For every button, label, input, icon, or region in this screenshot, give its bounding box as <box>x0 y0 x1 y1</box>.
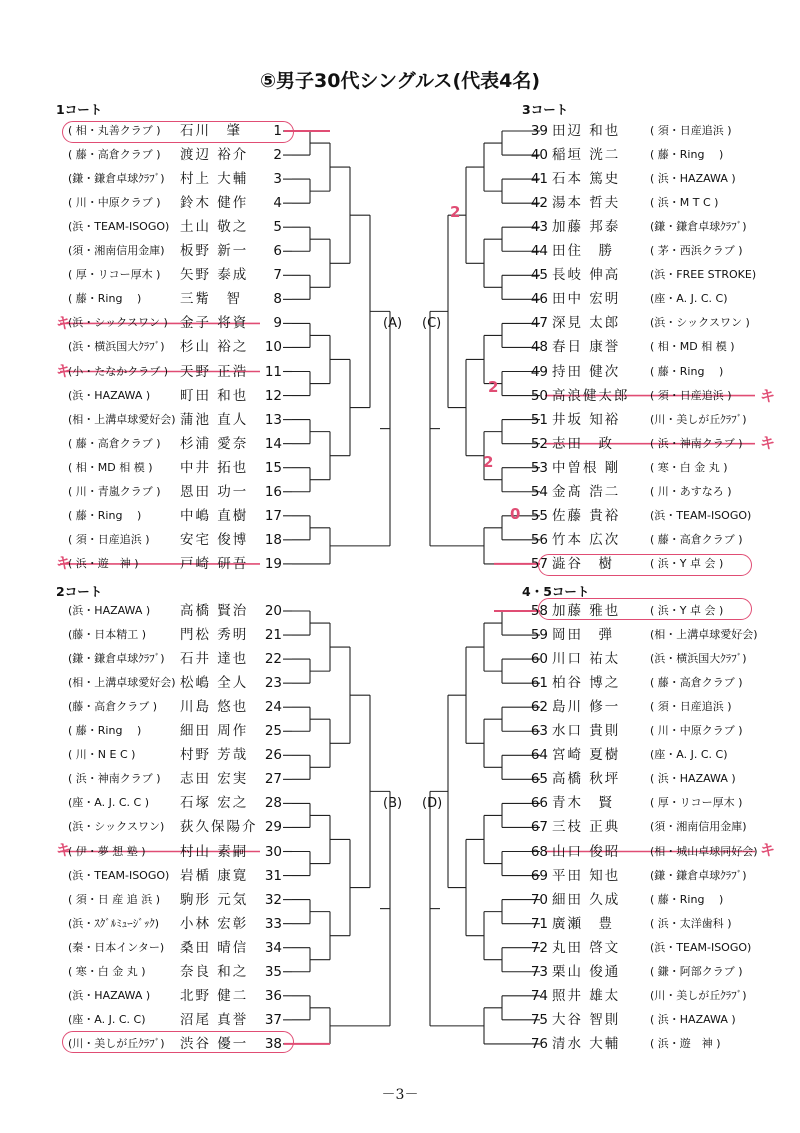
player-number: 65 <box>530 771 548 788</box>
player-row <box>0 696 800 718</box>
player-club: ( 藤・Ring ) <box>68 508 142 522</box>
player-row <box>0 720 800 742</box>
withdrawn-mark-68: キ <box>760 841 776 859</box>
player-club: ( 浜・Y 卓 会 ) <box>650 604 724 617</box>
player-club: ( 川・あすなろ ) <box>650 484 732 498</box>
player-row <box>0 744 800 766</box>
player-club: ( 川・中原クラブ ) <box>68 196 161 210</box>
player-row <box>0 816 800 838</box>
player-club: (浜・シックスワン ) <box>650 316 750 330</box>
player-number: 23 <box>264 675 282 692</box>
player-name: 島川 修一 <box>552 699 621 716</box>
player-number: 56 <box>530 531 548 548</box>
player-name: 村上 大輔 <box>180 171 249 188</box>
player-name: 天野 正浩 <box>180 363 249 380</box>
player-name: 栗山 俊通 <box>552 963 621 980</box>
court-label-1: 1コート <box>56 102 103 117</box>
player-number: 76 <box>530 1035 548 1052</box>
player-name: 山口 俊昭 <box>552 843 621 860</box>
player-club: ( 須・日産追浜 ) <box>650 124 732 137</box>
player-number: 34 <box>264 939 282 956</box>
player-number: 10 <box>264 339 282 356</box>
player-name: 長岐 伸高 <box>552 267 621 284</box>
player-number: 2 <box>273 147 282 164</box>
player-club: ( 鎌・阿部クラブ ) <box>650 964 743 978</box>
player-club: (浜・シックスワン ) <box>68 316 168 330</box>
player-club: ( 寒・白 金 丸 ) <box>68 964 146 978</box>
player-name: 矢野 泰成 <box>180 267 249 284</box>
player-row <box>0 385 800 407</box>
player-club: (浜・HAZAWA ) <box>68 388 151 402</box>
seed-highlight-1 <box>62 121 294 143</box>
player-club: ( 藤・Ring ) <box>650 892 724 906</box>
player-number: 4 <box>273 195 282 212</box>
player-name: 春日 康誉 <box>552 339 621 356</box>
handwritten-round-c: 2 <box>483 453 494 471</box>
player-club: (相・上溝卓球愛好会) <box>68 412 176 426</box>
player-number: 13 <box>264 411 282 428</box>
player-club: (藤・日本精工 ) <box>68 628 147 642</box>
player-number: 64 <box>530 747 548 764</box>
player-number: 29 <box>264 819 282 836</box>
player-club: ( 藤・Ring ) <box>68 724 142 738</box>
player-number: 8 <box>273 291 282 308</box>
player-row <box>0 409 800 431</box>
player-name: 加藤 邦泰 <box>552 219 621 236</box>
player-name: 渋谷 優一 <box>180 1035 249 1052</box>
player-club: ( 藤・高倉クラブ ) <box>650 532 743 546</box>
player-row <box>0 865 800 887</box>
player-name: 沼尾 真誉 <box>180 1011 249 1028</box>
player-number: 41 <box>530 171 548 188</box>
player-name: 深見 太郎 <box>552 315 621 332</box>
player-name: 杉山 裕之 <box>180 339 249 356</box>
withdrawn-mark-11: キ <box>56 362 72 380</box>
player-number: 50 <box>530 387 548 404</box>
player-club: (浜・横浜国大ｸﾗﾌﾞ) <box>68 340 165 354</box>
player-name: 細田 久成 <box>552 891 621 908</box>
player-club: (浜・ｽｸﾞﾙﾐｭｰｼﾞｯｸ) <box>68 916 160 930</box>
player-number: 47 <box>530 315 548 332</box>
player-row <box>0 336 800 358</box>
withdrawn-mark-50: キ <box>760 387 776 405</box>
player-club: ( 浜・遊 神 ) <box>68 556 139 570</box>
player-name: 志田 宏実 <box>180 771 249 788</box>
player-club: ( 藤・Ring ) <box>68 292 142 306</box>
player-row <box>0 457 800 479</box>
player-number: 75 <box>530 1011 548 1028</box>
player-number: 55 <box>530 507 548 524</box>
player-name: 石本 篤史 <box>552 171 621 188</box>
withdrawn-mark-52: キ <box>760 434 776 452</box>
player-number: 54 <box>530 483 548 500</box>
player-number: 44 <box>530 243 548 260</box>
player-name: 岡田 弾 <box>552 627 614 644</box>
player-number: 39 <box>530 123 548 139</box>
player-club: (浜・TEAM-ISOGO) <box>68 868 170 882</box>
player-club: (鎌・鎌倉卓球ｸﾗﾌﾞ) <box>650 220 747 234</box>
player-club: ( 藤・Ring ) <box>650 148 724 162</box>
player-number: 21 <box>264 627 282 644</box>
player-number: 35 <box>264 963 282 980</box>
player-club: ( 浜・太洋歯科 ) <box>650 916 732 930</box>
player-number: 48 <box>530 339 548 356</box>
player-number: 27 <box>264 771 282 788</box>
player-name: 水口 貴則 <box>552 723 621 740</box>
player-club: (川・美しが丘ｸﾗﾌﾞ) <box>68 1036 165 1050</box>
player-number: 19 <box>264 555 282 572</box>
player-name: 石川 肇 <box>180 123 242 139</box>
player-club: (浜・横浜国大ｸﾗﾌﾞ) <box>650 652 747 666</box>
player-name: 高浪健太郎 <box>552 387 630 404</box>
player-number: 32 <box>264 891 282 908</box>
player-name: 奈良 和之 <box>180 963 249 980</box>
player-club: (座・A. J. C. C) <box>650 292 728 306</box>
player-name: 湯本 哲夫 <box>552 195 621 212</box>
player-row <box>0 240 800 262</box>
player-number: 51 <box>530 411 548 428</box>
player-number: 9 <box>273 315 282 332</box>
player-club: ( 藤・高倉クラブ ) <box>68 148 161 162</box>
player-club: ( 浜・神南クラブ ) <box>68 772 161 786</box>
player-number: 33 <box>264 915 282 932</box>
player-club: (浜・TEAM-ISOGO) <box>650 940 752 954</box>
player-number: 71 <box>530 915 548 932</box>
player-club: ( 相・MD 相 模 ) <box>68 460 153 474</box>
player-name: 蒲池 直人 <box>180 411 249 428</box>
player-row <box>0 529 800 551</box>
player-name: 澁谷 樹 <box>552 555 614 572</box>
player-row <box>0 913 800 935</box>
player-club: ( 浜・HAZAWA ) <box>650 172 736 186</box>
player-number: 68 <box>530 843 548 860</box>
player-name: 門松 秀明 <box>180 627 249 644</box>
player-number: 16 <box>264 483 282 500</box>
player-club: ( 伊・夢 想 塾 ) <box>68 844 146 858</box>
player-name: 板野 新一 <box>180 243 249 260</box>
player-name: 竹本 広次 <box>552 531 621 548</box>
player-name: 渡辺 裕介 <box>180 147 249 164</box>
player-club: (秦・日本インター) <box>68 940 165 954</box>
player-row <box>0 288 800 310</box>
player-club: ( 須・日産追浜 ) <box>650 700 732 714</box>
player-name: 安宅 俊博 <box>180 531 249 548</box>
player-club: (座・A. J. C. C) <box>650 748 728 762</box>
player-club: (相・上溝卓球愛好会) <box>68 676 176 690</box>
player-club: ( 川・青嵐クラブ ) <box>68 484 161 498</box>
player-club: (座・A. J. C. C ) <box>68 796 149 810</box>
player-club: ( 浜・HAZAWA ) <box>650 772 736 786</box>
player-number: 63 <box>530 723 548 740</box>
page-number: －3－ <box>381 1087 419 1103</box>
player-number: 3 <box>273 171 282 188</box>
player-number: 15 <box>264 459 282 476</box>
player-name: 町田 和也 <box>180 387 249 404</box>
player-name: 川島 悠也 <box>180 699 249 716</box>
player-name: 志田 政 <box>552 435 614 452</box>
handwritten-round-b: 2 <box>488 378 499 396</box>
player-row <box>0 192 800 214</box>
player-club: (相・上溝卓球愛好会) <box>650 628 758 642</box>
player-club: (鎌・鎌倉卓球ｸﾗﾌﾞ) <box>68 172 165 186</box>
player-club: (浜・HAZAWA ) <box>68 988 151 1002</box>
player-name: 佐藤 貴裕 <box>552 507 621 524</box>
player-name: 平田 知也 <box>552 867 621 884</box>
player-name: 柏谷 博之 <box>552 675 621 692</box>
player-number: 40 <box>530 147 548 164</box>
player-number: 17 <box>264 507 282 524</box>
handwritten-round-a: 2 <box>450 203 461 221</box>
player-name: 鈴木 健作 <box>180 195 249 212</box>
player-row <box>0 312 800 334</box>
withdrawn-mark-19: キ <box>56 554 72 572</box>
player-row <box>0 144 800 166</box>
player-name: 中嶋 直樹 <box>180 507 249 524</box>
player-number: 45 <box>530 267 548 284</box>
player-row <box>0 672 800 694</box>
player-row <box>0 792 800 814</box>
player-name: 宮崎 夏樹 <box>552 747 621 764</box>
player-number: 49 <box>530 363 548 380</box>
player-club: (浜・FREE STROKE) <box>650 268 757 282</box>
player-club: ( 浜・HAZAWA ) <box>650 1012 736 1026</box>
player-number: 20 <box>264 603 282 619</box>
player-name: 村野 芳哉 <box>180 747 249 764</box>
player-club: ( 須・日産追浜 ) <box>68 532 150 546</box>
player-club: ( 須・日産追浜 ) <box>650 388 732 402</box>
player-number: 67 <box>530 819 548 836</box>
player-name: 田中 宏明 <box>552 291 621 308</box>
player-name: 小林 宏彰 <box>180 915 249 932</box>
player-name: 駒形 元気 <box>180 891 249 908</box>
player-name: 高橋 賢治 <box>180 603 249 619</box>
court-label-2: 2コート <box>56 584 103 599</box>
player-name: 川口 祐太 <box>552 651 621 668</box>
player-name: 恩田 功一 <box>180 483 249 500</box>
player-row <box>0 505 800 527</box>
player-number: 62 <box>530 699 548 716</box>
page-title: ⑤男子30代シングルス(代表4名) <box>259 70 541 92</box>
player-row <box>0 1009 800 1031</box>
player-row <box>0 985 800 1007</box>
player-number: 70 <box>530 891 548 908</box>
player-club: ( 川・中原クラブ ) <box>650 724 743 738</box>
player-name: 村山 素嗣 <box>180 843 249 860</box>
player-name: 中曽根 剛 <box>552 459 621 476</box>
player-number: 59 <box>530 627 548 644</box>
player-number: 1 <box>273 123 282 139</box>
player-name: 石井 達也 <box>180 651 249 668</box>
player-number: 11 <box>264 363 282 380</box>
player-number: 6 <box>273 243 282 260</box>
player-number: 22 <box>264 651 282 668</box>
player-name: 田辺 和也 <box>552 123 621 139</box>
player-club: (浜・TEAM-ISOGO) <box>650 508 752 522</box>
player-number: 73 <box>530 963 548 980</box>
player-name: 田住 勝 <box>552 243 614 260</box>
withdrawn-mark-9: キ <box>56 314 72 332</box>
player-number: 58 <box>530 603 548 619</box>
player-number: 60 <box>530 651 548 668</box>
player-club: ( 相・丸善クラブ ) <box>68 124 161 137</box>
player-row <box>0 264 800 286</box>
player-number: 69 <box>530 867 548 884</box>
player-name: 三觜 智 <box>180 291 242 308</box>
player-number: 42 <box>530 195 548 212</box>
player-club: (鎌・鎌倉卓球ｸﾗﾌﾞ) <box>650 868 747 882</box>
player-number: 30 <box>264 843 282 860</box>
player-number: 53 <box>530 459 548 476</box>
player-row <box>0 841 800 863</box>
player-club: (川・美しが丘ｸﾗﾌﾞ) <box>650 412 747 426</box>
player-name: 細田 周作 <box>180 723 249 740</box>
player-club: (須・湘南信用金庫) <box>650 820 747 834</box>
player-club: ( 藤・高倉クラブ ) <box>650 676 743 690</box>
player-number: 52 <box>530 435 548 452</box>
player-club: (浜・TEAM-ISOGO) <box>68 220 170 234</box>
player-club: (須・湘南信用金庫) <box>68 244 165 258</box>
player-club: (浜・HAZAWA ) <box>68 604 151 617</box>
player-name: 加藤 雅也 <box>552 603 621 619</box>
player-name: 青木 賢 <box>552 795 614 812</box>
player-club: ( 浜・神南クラブ ) <box>650 436 743 450</box>
player-name: 照井 雄太 <box>552 987 621 1004</box>
player-club: (鎌・鎌倉卓球ｸﾗﾌﾞ) <box>68 652 165 666</box>
player-club: ( 厚・リコー厚木 ) <box>68 268 161 282</box>
court-label-3: 3コート <box>522 102 569 117</box>
player-number: 26 <box>264 747 282 764</box>
player-club: ( 川・N E C ) <box>68 748 136 762</box>
player-number: 38 <box>264 1035 282 1052</box>
player-number: 5 <box>273 219 282 236</box>
player-club: ( 藤・高倉クラブ ) <box>68 436 161 450</box>
court-label-4-5: 4・5コート <box>522 584 590 599</box>
player-number: 57 <box>530 555 548 572</box>
player-name: 丸田 啓文 <box>552 939 621 956</box>
player-club: (浜・シックスワン) <box>68 820 165 834</box>
player-row <box>0 961 800 983</box>
player-name: 金髙 浩二 <box>552 483 621 500</box>
player-number: 18 <box>264 531 282 548</box>
player-name: 松嶋 全人 <box>180 675 249 692</box>
player-name: 清水 大輔 <box>552 1035 621 1052</box>
player-row <box>0 624 800 646</box>
player-name: 荻久保陽介 <box>180 819 258 836</box>
player-number: 43 <box>530 219 548 236</box>
player-number: 31 <box>264 867 282 884</box>
player-club: ( 寒・白 金 丸 ) <box>650 460 728 474</box>
player-name: 北野 健二 <box>180 987 249 1004</box>
player-club: ( 浜・Y 卓 会 ) <box>650 556 724 570</box>
player-name: 廣瀬 豊 <box>552 915 614 932</box>
player-name: 稲垣 洸二 <box>552 147 621 164</box>
player-club: ( 浜・遊 神 ) <box>650 1036 721 1050</box>
player-number: 72 <box>530 939 548 956</box>
player-number: 36 <box>264 987 282 1004</box>
player-number: 37 <box>264 1011 282 1028</box>
seed-highlight-58 <box>538 598 752 620</box>
player-row <box>0 768 800 790</box>
player-name: 三枝 正典 <box>552 819 621 836</box>
handwritten-round-d: 0 <box>510 505 521 523</box>
player-number: 24 <box>264 699 282 716</box>
player-row <box>0 216 800 238</box>
player-name: 岩楯 康寛 <box>180 867 249 884</box>
block-label-d: (D) <box>422 796 443 811</box>
player-row <box>0 168 800 190</box>
player-row <box>0 648 800 670</box>
player-name: 桑田 晴信 <box>180 939 249 956</box>
player-name: 井坂 知裕 <box>552 411 621 428</box>
player-club: ( 茅・西浜クラブ ) <box>650 244 743 258</box>
player-name: 土山 敬之 <box>180 219 249 236</box>
player-number: 61 <box>530 675 548 692</box>
player-number: 14 <box>264 435 282 452</box>
seed-highlight-57 <box>538 554 752 576</box>
block-label-a: (A) <box>383 316 403 331</box>
player-club: ( 浜・M T C ) <box>650 196 719 210</box>
player-number: 74 <box>530 987 548 1004</box>
player-club: (川・美しが丘ｸﾗﾌﾞ) <box>650 988 747 1002</box>
player-row <box>0 481 800 503</box>
player-number: 7 <box>273 267 282 284</box>
player-club: (小・たなかクラブ ) <box>68 364 169 378</box>
withdrawn-mark-30: キ <box>56 841 72 859</box>
player-number: 12 <box>264 387 282 404</box>
player-number: 25 <box>264 723 282 740</box>
player-club: (藤・高倉クラブ ) <box>68 700 158 714</box>
player-name: 中井 拓也 <box>180 459 249 476</box>
player-row <box>0 937 800 959</box>
player-name: 石塚 宏之 <box>180 795 249 812</box>
player-club: ( 須・日 産 追 浜 ) <box>68 892 161 906</box>
player-row <box>0 361 800 383</box>
seed-highlight-38 <box>62 1031 294 1053</box>
player-name: 戸崎 研吾 <box>180 555 249 572</box>
player-number: 66 <box>530 795 548 812</box>
block-label-c: (C) <box>422 316 442 331</box>
player-name: 高橋 秋坪 <box>552 771 621 788</box>
player-row <box>0 433 800 455</box>
block-label-b: (B) <box>383 796 403 811</box>
player-club: ( 相・MD 相 模 ) <box>650 340 735 354</box>
player-club: ( 厚・リコー厚木 ) <box>650 796 743 810</box>
player-name: 金子 将資 <box>180 315 249 332</box>
player-club: ( 藤・Ring ) <box>650 364 724 378</box>
player-number: 46 <box>530 291 548 308</box>
player-name: 大谷 智則 <box>552 1011 621 1028</box>
player-row <box>0 889 800 911</box>
player-club: (相・城山卓球同好会) <box>650 844 758 858</box>
player-club: (座・A. J. C. C) <box>68 1012 146 1026</box>
player-number: 28 <box>264 795 282 812</box>
player-name: 持田 健次 <box>552 363 621 380</box>
player-name: 杉浦 愛奈 <box>180 435 249 452</box>
